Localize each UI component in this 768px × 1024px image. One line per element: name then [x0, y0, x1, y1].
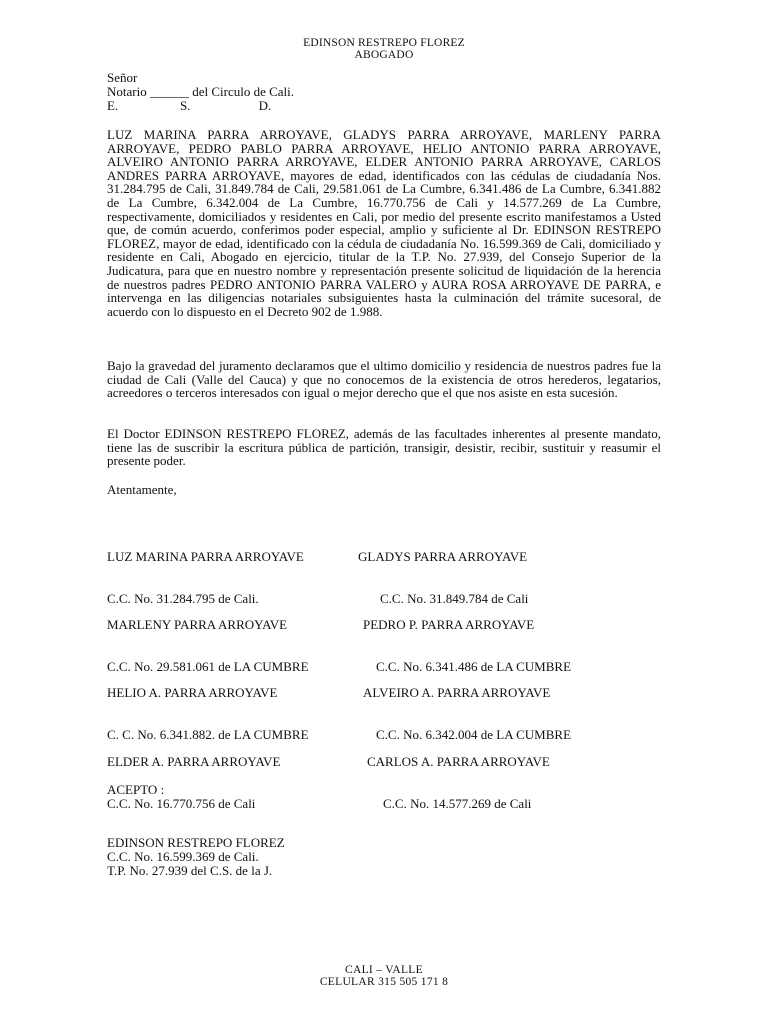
signatory-id: C.C. No. 6.342.004 de LA CUMBRE — [376, 727, 572, 742]
salutation-line-2: Notario ______ del Circulo de Cali. — [107, 84, 295, 99]
signatory-id: C.C. No. 16.770.756 de Cali — [107, 796, 256, 811]
signatory-name: ALVEIRO A. PARRA ARROYAVE — [363, 685, 551, 700]
signatory-name: PEDRO P. PARRA ARROYAVE — [363, 617, 535, 632]
salutation — [107, 71, 294, 113]
signatory-id: C.C. No. 31.284.795 de Cali. — [107, 591, 259, 606]
signatory-name: MARLENY PARRA ARROYAVE — [107, 617, 288, 632]
salutation-line-1: Señor — [107, 70, 138, 85]
letterhead — [0, 37, 768, 61]
salutation-line-3: E. S. D. — [107, 98, 272, 113]
signatory-name: HELIO A. PARRA ARROYAVE — [107, 685, 278, 700]
signatory-id: C.C. No. 31.849.784 de Cali — [380, 591, 529, 606]
paragraph-sworn-declaration: Bajo la gravedad del juramento declaramos que el ultimo domicilio y residencia de nuestros padres fue la ciudad de Cali (Valle del Cauca) y que no conocemos de la existencia de otros herederos, legatarios, acreedores o terceros interesados con igual o mejor derecho que el que nos asiste en esta sucesión. — [107, 358, 661, 401]
signature-block — [367, 727, 550, 839]
paragraph-grant-of-power: LUZ MARINA PARRA ARROYAVE, GLADYS PARRA ARROYAVE, MARLENY PARRA ARROYAVE, PEDRO PABLO PARRA ARROYAVE, HELIO ANTONIO PARRA ARROYAVE, ALVEIRO ANTONIO PARRA ARROYAVE, ELDER ANTONIO PARRA ARROYAVE, CARLOS ANDRES PARRA ARROYAVE, mayores de edad, identificados con las cédulas de ciudadanía Nos. 31.284.795 de Cali, 31.849.784 de Cali, 29.581.061 de La Cumbre, 6.341.486 de La Cumbre, 6.341.882 de La Cumbre, 6.342.004 de La Cumbre, 16.770.756 de Cali y 14.577.269 de La Cumbre, respectivamente, domiciliados y residentes en Cali, por medio del presente escrito manifestamos a Usted que, de común acuerdo, conferimos poder especial, amplio y suficiente al Dr. EDINSON RESTREPO FLOREZ, mayor de edad, identificado con la cédula de ciudadanía No. 16.599.369 de Cali, domiciliado y residente en Cali, Abogado en ejercicio, titular de la T.P. No. 27.939, del Consejo Superior de la Judicatura, para que en nuestro nombre y representación presente solicitud de liquidación de la herencia de nuestros padres PEDRO ANTONIO PARRA VALERO y AURA ROSA ARROYAVE DE PARRA, e intervenga en las diligencias notariales subsiguientes hasta la culminación del trámite sucesoral, de acuerdo con lo dispuesto en el Decreto 902 de 1.988. — [107, 127, 661, 319]
letterhead-title: ABOGADO — [354, 49, 414, 61]
paragraph-faculties: El Doctor EDINSON RESTREPO FLOREZ, además de las facultades inherentes al presente mandato, tiene las de suscribir la escritura pública de partición, transigir, desistir, recibir, sustituir y reasumir el presente poder. — [107, 426, 661, 469]
signatory-id: C.C. No. 29.581.061 de LA CUMBRE — [107, 659, 309, 674]
signatory-name: CARLOS A. PARRA ARROYAVE — [367, 754, 550, 769]
letterhead-name: EDINSON RESTREPO FLOREZ — [303, 37, 465, 49]
signatory-name: GLADYS PARRA ARROYAVE — [358, 549, 528, 564]
acceptance-label: ACEPTO : — [107, 782, 165, 797]
footer-city: CALI – VALLE — [345, 964, 423, 976]
attorney-professional-card: T.P. No. 27.939 del C.S. de la J. — [107, 863, 273, 878]
signatory-id: C.C. No. 14.577.269 de Cali — [383, 796, 532, 811]
signatory-id: C. C. No. 6.341.882. de LA CUMBRE — [107, 727, 309, 742]
footer-phone: CELULAR 315 505 171 8 — [319, 976, 449, 988]
attorney-id: C.C. No. 16.599.369 de Cali. — [107, 849, 259, 864]
signatory-id: C.C. No. 6.341.486 de LA CUMBRE — [376, 659, 572, 674]
signatory-name: LUZ MARINA PARRA ARROYAVE — [107, 549, 304, 564]
closing: Atentamente, — [107, 482, 177, 497]
attorney-name: EDINSON RESTREPO FLOREZ — [107, 835, 285, 850]
footer — [0, 964, 768, 988]
attorney-signature — [107, 836, 285, 878]
signatory-name: ELDER A. PARRA ARROYAVE — [107, 754, 281, 769]
